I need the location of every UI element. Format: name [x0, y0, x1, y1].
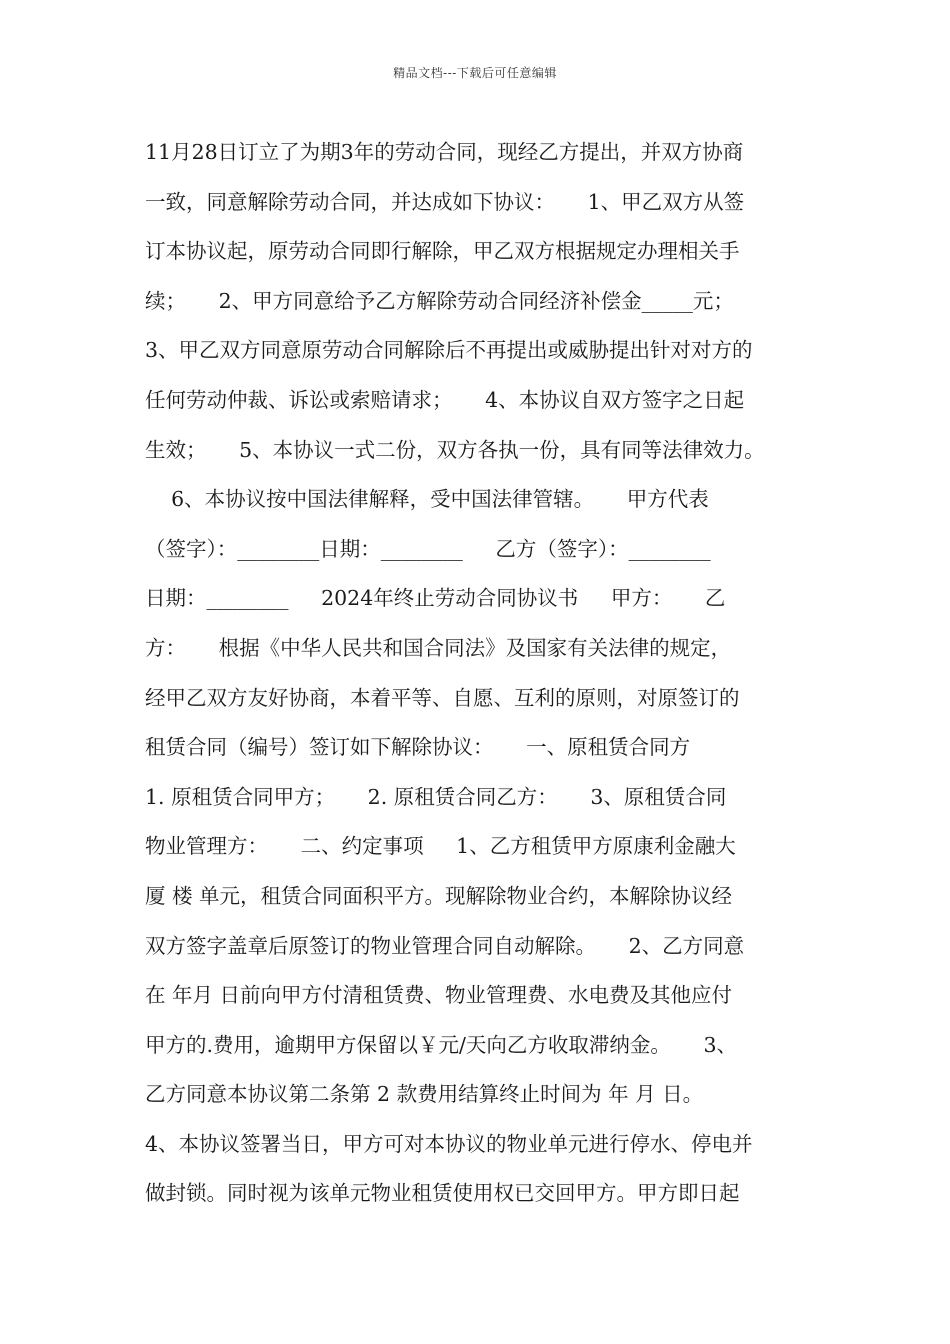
body-line: 3、甲乙双方同意原劳动合同解除后不再提出或威胁提出针对对方的 [145, 338, 753, 363]
body-line: 经甲乙双方友好协商，本着平等、自愿、互利的原则，对原签订的 [145, 685, 740, 710]
body-line: 4、本协议签署当日，甲方可对本协议的物业单元进行停水、停电并 [145, 1131, 753, 1156]
body-line: （签字）：________日期：________ 乙方（签字）：________ [145, 536, 711, 561]
body-line: 6、本协议按中国法律解释，受中国法律管辖。 甲方代表 [145, 487, 709, 512]
body-line: 任何劳动仲裁、诉讼或索赔请求； 4、本协议自双方签字之日起 [145, 387, 745, 412]
body-line: 订本协议起，原劳动合同即行解除，甲乙双方根据规定办理相关手 [145, 239, 740, 264]
body-line: 乙方同意本协议第二条第 2 款费用结算终止时间为 年 月 日。 [145, 1082, 704, 1107]
page-header: 精品文档---下载后可任意编辑 [393, 66, 557, 80]
body-line: 租赁合同（编号）签订如下解除协议： 一、原租赁合同方 [145, 735, 691, 760]
body-line: 11月28日订立了为期3年的劳动合同，现经乙方提出，并双方协商 [145, 140, 744, 164]
body-line: 甲方的.费用，逾期甲方保留以￥元/天向乙方收取滞纳金。 3、 [145, 1032, 738, 1057]
body-line: 续； 2、甲方同意给予乙方解除劳动合同经济补偿金_____元； [145, 288, 734, 313]
body-line: 在 年月 日前向甲方付清租赁费、物业管理费、水电费及其他应付 [145, 983, 733, 1008]
body-line: 一致，同意解除劳动合同，并达成如下协议： 1、甲乙双方从签 [145, 189, 745, 214]
body-line: 方： 根据《中华人民共和国合同法》及国家有关法律的规定， [145, 635, 732, 660]
body-line: 厦 楼 单元，租赁合同面积平方。现解除物业合约，本解除协议经 [145, 883, 733, 908]
body-line: 物业管理方： 二、约定事项 1、乙方租赁甲方原康利金融大 [145, 834, 736, 859]
body-line: 生效； 5、本协议一式二份，双方各执一份，具有同等法律效力。 [145, 437, 765, 462]
body-line: 日期：________ 2024年终止劳动合同协议书 甲方： 乙 [145, 586, 726, 611]
body-line: 1. 原租赁合同甲方； 2. 原租赁合同乙方： 3、原租赁合同 [145, 784, 727, 809]
body-line: 双方签字盖章后原签订的物业管理合同自动解除。 2、乙方同意 [145, 933, 745, 958]
body-line: 做封锁。同时视为该单元物业租赁使用权已交回甲方。甲方即日起 [145, 1181, 740, 1206]
document-body [145, 128, 820, 1219]
